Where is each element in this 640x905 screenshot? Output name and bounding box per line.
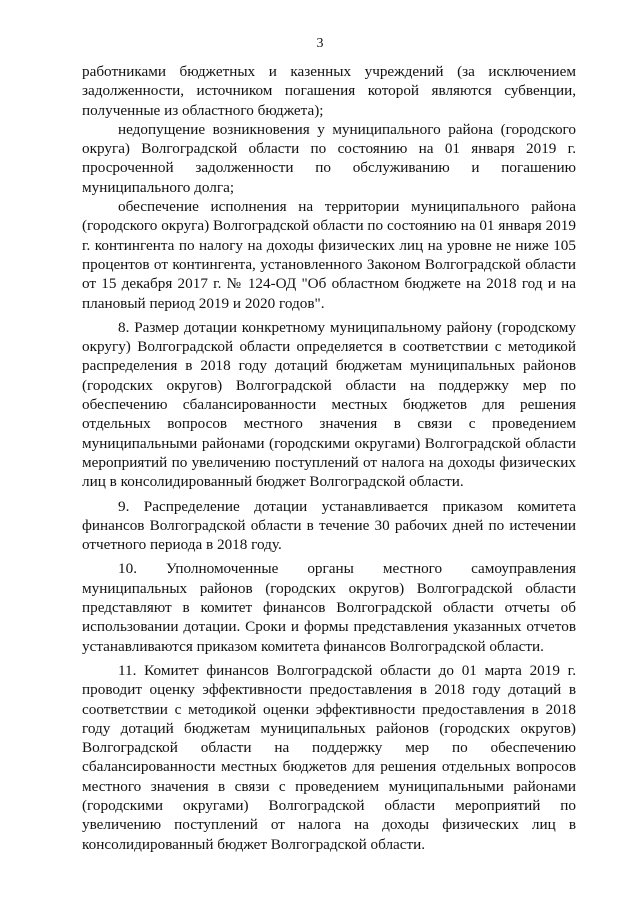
paragraph-item-10: 10. Уполномоченные органы местного самоуправления муниципальных районов (городских округов) Волгоградской области представляют в комитет финансов Волгоградской области отчеты об использовании дотации. Сроки и формы представления указанных отчетов устанавливаются приказом комитета финансов Волгоградской области. [82, 560, 576, 655]
paragraph-item-8: 8. Размер дотации конкретному муниципальному району (городскому округу) Волгоградской области определяется в соответствии с методикой распределения в 2018 году дотаций бюджетам муниципальных районов (городских округов) Волгоградской области на поддержку мер по обеспечению сбалансированности местных бюджетов для решения отдельных вопросов местного значения в связи с проведением муниципальными районами (городскими округами) Волгоградской области мероприятий по увеличению поступлений от налога на доходы физических лиц в консолидированный бюджет Волгоградской области. [82, 318, 576, 491]
paragraph-tax-contingent: обеспечение исполнения на территории муниципального района (городского округа) Волгоградской области по состоянию на 01 января 2019 г. контингента по налогу на доходы физических лиц на уровне не ниже 105 процентов от контингента, установленного Законом Волгоградской области от 15 декабря 2017 г. № 124-ОД "Об областном бюджете на 2018 год и на плановый период 2019 и 2020 годов". [82, 198, 576, 312]
paragraph-continuation: работниками бюджетных и казенных учреждений (за исключением задолженности, источником погашения которой являются субвенции, полученные из областного бюджета); [82, 63, 576, 119]
paragraph-item-11: 11. Комитет финансов Волгоградской области до 01 марта 2019 г. проводит оценку эффективности предоставления в 2018 году дотаций в соответствии с методикой оценки эффективности предоставления в 2018 году дотаций бюджетам муниципальных районов (городских округов) Волгоградской области на поддержку мер по обеспечению сбалансированности местных бюджетов для решения отдельных вопросов местного значения в связи с проведением муниципальными районами (городскими округами) Волгоградской области мероприятий по увеличению поступлений от налога на доходы физических лиц в консолидированный бюджет Волгоградской области. [82, 661, 576, 853]
paragraph-item-9: 9. Распределение дотации устанавливается приказом комитета финансов Волгоградской области в течение 30 рабочих дней по истечении отчетного периода в 2018 году. [82, 497, 576, 554]
paragraph-debt-prevention: недопущение возникновения у муниципального района (городского округа) Волгоградской области по состоянию на 01 января 2019 г. просроченной задолженности по обслуживанию и погашению муниципального долга; [82, 120, 576, 196]
page-number: 3 [316, 36, 324, 51]
document-body [82, 62, 576, 854]
